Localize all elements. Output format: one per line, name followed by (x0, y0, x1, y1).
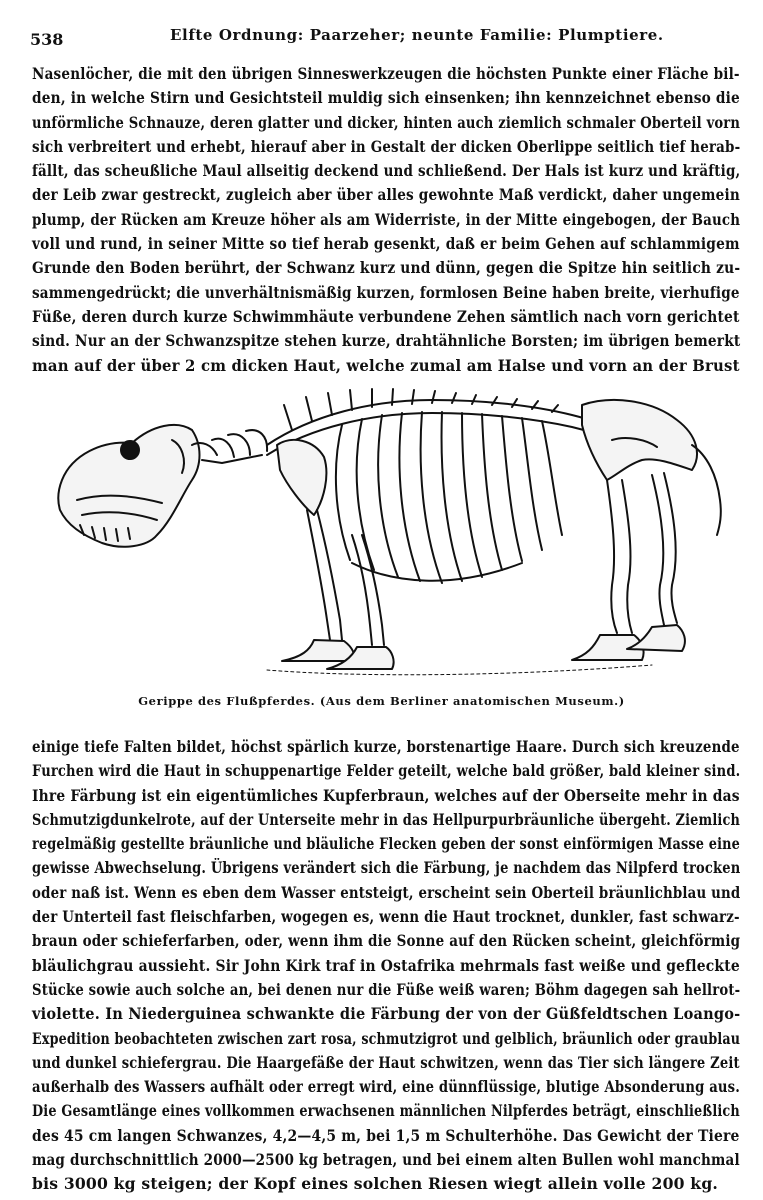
text-line: unförmliche Schnauze, deren glatter und dicker, hinten auch ziemlich schmaler Oberteil vorn (32, 112, 741, 132)
text-line: Ihre Färbung ist ein eigentümliches Kupferbraun, welches auf der Oberseite mehr in das (32, 785, 740, 805)
text-line: sammengedrückt; die unverhältnismäßig kurzen, formlosen Beine haben breite, vierhufige (32, 282, 740, 302)
text-line: Schmutzigdunkelrote, auf der Unterseite mehr in das Hellpurpurbräunliche übergeht. Ziemlich (32, 809, 741, 829)
text-line: Nasenlöcher, die mit den übrigen Sinneswerkzeugen die höchsten Punkte einer Fläche bil- (32, 64, 740, 83)
text-line: sich verbreitert und erhebt, hierauf aber in Gestalt der dicken Oberlippe seitlich tief herab- (32, 136, 741, 156)
hippopotamus-skeleton-illustration (52, 385, 732, 685)
text-line: gewisse Abwechselung. Übrigens verändert sich die Färbung, je nachdem das Nilpferd trocken (32, 858, 741, 878)
skeleton-drawing (52, 385, 732, 685)
text-line: sind. Nur an der Schwanzspitze stehen kurze, drahtähnliche Borsten; im übrigen bemerkt (32, 331, 741, 351)
text-line: regelmäßig gestellte bräunliche und bläuliche Flecken geben der sonst einförmigen Masse eine (32, 834, 740, 854)
text-line: bläulichgrau aussieht. Sir John Kirk traf in Ostafrika mehrmals fast weiße und gefleckte (32, 955, 740, 975)
text-line: oder naß ist. Wenn es eben dem Wasser entsteigt, erscheint sein Oberteil bräunlichblau und (32, 882, 741, 902)
text-line: Expedition beobachteten zwischen zart rosa, schmutzigrot und gelblich, bräunlich oder graublau (32, 1028, 741, 1048)
text-line: außerhalb des Wassers aufhält oder erregt wird, eine dünnflüssige, blutige Absonderung aus. (32, 1077, 741, 1097)
text-line: man auf der über 2 cm dicken Haut, welche zumal am Halse und vorn an der Brust (32, 355, 740, 375)
paragraph-bottom (32, 735, 740, 1197)
text-line: der Leib zwar gestreckt, zugleich aber über alles gewohnte Maß verdickt, daher ungemein (32, 185, 740, 205)
running-head: Elfte Ordnung: Paarzeher; neunte Familie: Plumptiere. (170, 26, 664, 44)
paragraph-top (32, 62, 740, 378)
text-line: Grunde den Boden berührt, der Schwanz kurz und dünn, gegen die Spitze hin seitlich zu- (32, 258, 741, 278)
text-line: den, in welche Stirn und Gesichtsteil muldig sich einsenken; ihn kennzeichnet ebenso die (32, 88, 740, 108)
page-number: 538 (30, 30, 64, 49)
text-line: violette. In Niederguinea schwankte die Färbung der von der Güßfeldtschen Loango- (32, 1004, 741, 1024)
text-line: bis 3000 kg steigen; der Kopf eines solchen Riesen wiegt allein volle 200 kg. (32, 1174, 719, 1194)
text-line: Stücke sowie auch solche an, bei denen nur die Füße weiß waren; Böhm dagegen sah hellrot- (32, 979, 741, 999)
text-line: fällt, das scheußliche Maul allseitig deckend und schließend. Der Hals ist kurz und kräftig, (32, 161, 741, 181)
text-line: Die Gesamtlänge eines vollkommen erwachsenen männlichen Nilpferdes beträgt, einschließlich (32, 1101, 740, 1121)
text-line: der Unterteil fast fleischfarben, wogegen es, wenn die Haut trocknet, dunkler, fast schwarz- (32, 907, 740, 927)
text-line: plump, der Rücken am Kreuze höher als am Widerriste, in der Mitte eingebogen, der Bauch (32, 209, 741, 229)
text-line: und dunkel schiefergrau. Die Haargefäße der Haut schwitzen, wenn das Tier sich längere Zeit (32, 1052, 740, 1072)
text-line: einige tiefe Falten bildet, höchst spärlich kurze, borstenartige Haare. Durch sich kreuzende (32, 737, 740, 756)
text-line: Füße, deren durch kurze Schwimmhäute verbundene Zehen sämtlich nach vorn gerichtet (32, 306, 740, 326)
text-line: braun oder schieferfarben, oder, wenn ihm die Sonne auf den Rücken scheint, gleichförmig (32, 931, 741, 951)
text-line: des 45 cm langen Schwanzes, 4,2—4,5 m, bei 1,5 m Schulterhöhe. Das Gewicht der Tiere (32, 1125, 740, 1145)
text-line: voll und rund, in seiner Mitte so tief herab gesenkt, daß er beim Gehen auf schlammigem (32, 234, 740, 254)
figure-caption: Gerippe des Flußpferdes. (Aus dem Berliner anatomischen Museum.) (138, 694, 625, 708)
text-line: mag durchschnittlich 2000—2500 kg betragen, und bei einem alten Bullen wohl manchmal (32, 1150, 740, 1170)
text-line: Furchen wird die Haut in schuppenartige Felder geteilt, welche bald größer, bald kleiner sind. (32, 761, 741, 781)
